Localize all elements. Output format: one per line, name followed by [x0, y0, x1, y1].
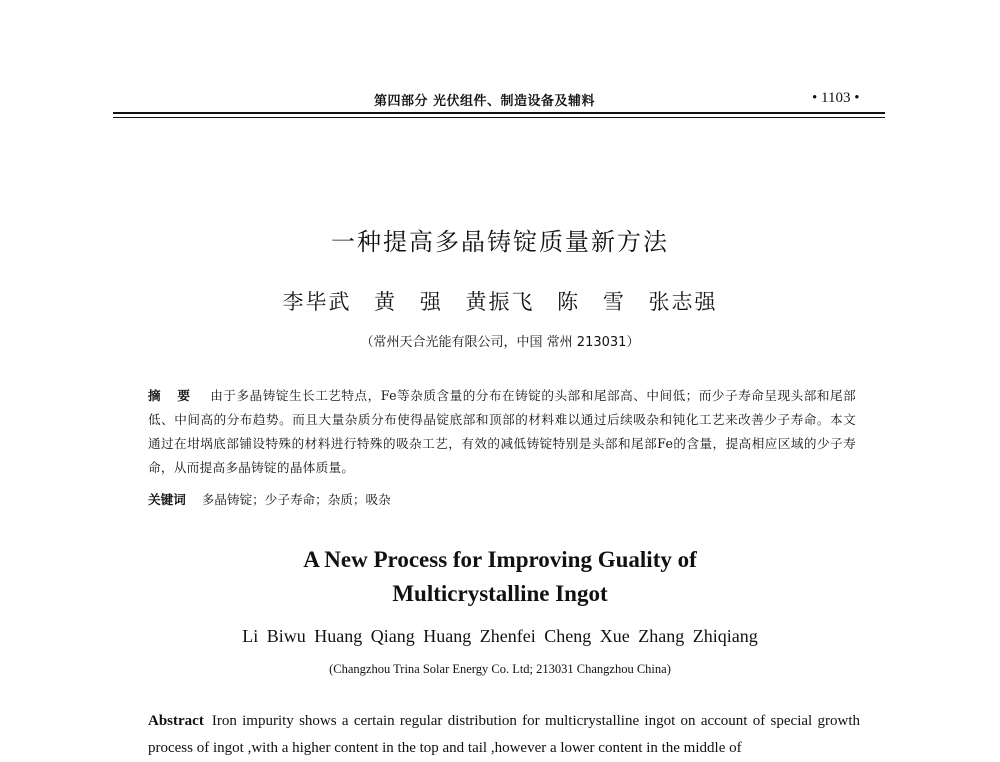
english-abstract: [148, 708, 860, 762]
running-header: 第四部分 光伏组件、制造设备及辅料: [374, 94, 596, 109]
chinese-keywords: [148, 489, 856, 508]
english-title-line2: Multicrystalline Ingot: [392, 581, 608, 606]
english-title: [0, 543, 1000, 611]
chinese-abstract-label: 摘 要: [148, 388, 197, 403]
english-authors: Li Biwu Huang Qiang Huang Zhenfei Cheng Xue Zhang Zhiqiang: [242, 626, 758, 646]
chinese-abstract: [148, 384, 856, 480]
english-title-line1: A New Process for Improving Guality of: [303, 547, 697, 572]
page-number: • 1103 •: [812, 90, 860, 106]
english-abstract-text: Iron impurity shows a certain regular distribution for multicrystalline ingot on account of special growth process of ingot ,with a higher content in the top and tail ,however a lower content in the middle of: [148, 713, 860, 756]
chinese-abstract-text: 由于多晶铸锭生长工艺特点，Fe等杂质含量的分布在铸锭的头部和尾部高、中间低；而少子寿命呈现头部和尾部低、中间高的分布趋势。而且大量杂质分布使得晶锭底部和顶部的材料难以通过后续吸杂和钝化工艺来改善少子寿命。本文通过在坩埚底部铺设特殊的材料进行特殊的吸杂工艺，有效的减低铸锭特别是头部和尾部Fe的含量，提高相应区域的少子寿命，从而提高多晶铸锭的晶体质量。: [148, 388, 856, 475]
header-rule-thick: [113, 112, 885, 114]
chinese-title: 一种提高多晶铸锭质量新方法: [331, 228, 669, 256]
english-affiliation: (Changzhou Trina Solar Energy Co. Ltd; 213031 Changzhou China): [329, 662, 671, 676]
chinese-affiliation: （常州天合光能有限公司，中国 常州 213031）: [360, 335, 640, 350]
english-abstract-label: Abstract: [148, 713, 204, 729]
chinese-keywords-text: 多晶铸锭；少子寿命；杂质；吸杂: [201, 492, 391, 507]
chinese-keywords-label: 关键词: [148, 492, 186, 507]
header-rule-thin: [113, 117, 885, 118]
chinese-authors: 李毕武 黄 强 黄振飞 陈 雪 张志强: [282, 290, 718, 314]
